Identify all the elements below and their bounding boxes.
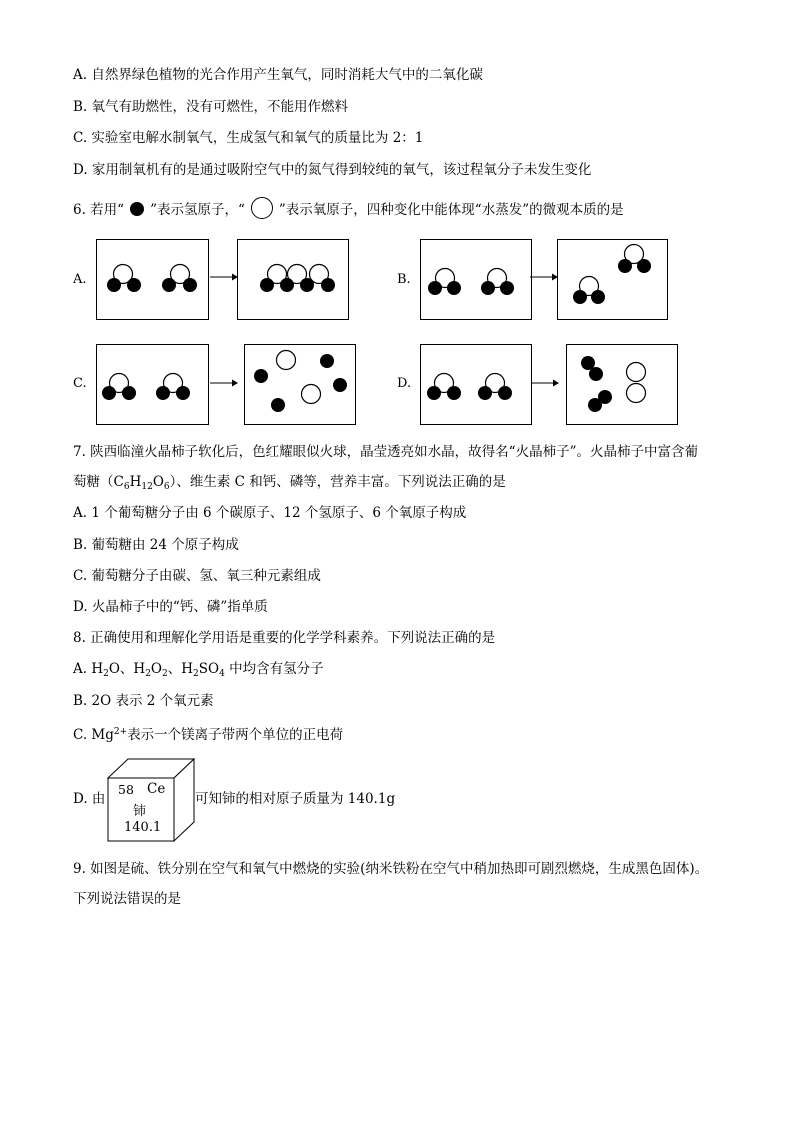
q6-option-d-label: D.: [397, 376, 412, 391]
q6-a-after-molecules: [238, 240, 348, 319]
q8-a-post: 中均含有氢分子: [224, 661, 324, 677]
q6-d-before-box: [420, 344, 532, 425]
element-name: 铈: [133, 804, 147, 819]
q7-stem-line1: 7. 陕西临潼火晶柿子软化后，色红耀眼似火球，晶莹透亮如水晶，故得名“火晶柿子”。火晶柿子中富含葡: [73, 444, 698, 460]
q8-c-pre: C. Mg: [73, 727, 114, 743]
element-cell-cerium: [107, 758, 195, 842]
q5-option-a: A. 自然界绿色植物的光合作用产生氧气，同时消耗大气中的二氧化碳: [73, 67, 483, 83]
q5-option-d: D. 家用制氧机有的是通过吸附空气中的氮气得到较纯的氧气，该过程氧分子未发生变化: [73, 162, 592, 178]
q8-c-sup: 2+: [113, 727, 128, 737]
q7-o: O: [152, 474, 164, 490]
q6-d-arrow-icon: [531, 378, 559, 388]
q8-a-sub5: 4: [219, 669, 225, 679]
q6-stem-part2: ”表示氢原子，“: [150, 202, 245, 218]
q6-b-before-box: [420, 239, 532, 320]
q5-option-c: C. 实验室电解水制氧气，生成氢气和氧气的质量比为 2：1: [73, 130, 424, 146]
q6-a-before-box: [96, 239, 209, 320]
q6-c-before-box: [96, 344, 209, 425]
q8-option-a: [73, 660, 324, 683]
element-atomic-mass: 140.1: [124, 820, 162, 835]
q8-a-sub1: 2: [103, 669, 109, 679]
q7-stem-l2-pre: 萄糖（C: [73, 474, 124, 490]
q6-option-b-label: B.: [397, 272, 411, 287]
q8-a-sub4: 2: [193, 669, 199, 679]
q7-option-a: A. 1 个葡萄糖分子由 6 个碳原子、12 个氢原子、6 个氧原子构成: [73, 505, 467, 521]
q6-stem-part1: 6. 若用“: [73, 202, 125, 218]
q8-a-mid1: O、H: [108, 661, 146, 677]
q5-option-b: B. 氧气有助燃性，没有可燃性，不能用作燃料: [73, 99, 349, 115]
element-atomic-number: 58: [118, 782, 134, 797]
q6-c-after-atoms: [245, 345, 355, 424]
q8-option-d-post: 可知铈的相对原子质量为 140.1g: [195, 791, 396, 807]
q6-a-arrow-icon: [210, 272, 238, 282]
q6-d-after-box: [566, 344, 678, 425]
q7-option-b: B. 葡萄糖由 24 个原子构成: [73, 537, 239, 553]
q7-option-c: C. 葡萄糖分子由碳、氢、氧三种元素组成: [73, 568, 321, 584]
q7-sub-o: 6: [163, 482, 170, 492]
q6-option-a-label: A.: [73, 272, 87, 287]
q7-stem-line2: [73, 473, 506, 496]
q6-a-before-molecules: [97, 240, 208, 319]
q6-stem-part3: ”表示氧原子，四种变化中能体现“水蒸发”的微观本质的是: [278, 202, 624, 218]
q6-c-before-molecules: [97, 345, 208, 424]
q6-c-arrow-icon: [210, 378, 238, 388]
q9-stem-line2: 下列说法错误的是: [73, 891, 181, 907]
q7-option-d: D. 火晶柿子中的“钙、磷”指单质: [73, 599, 268, 615]
q7-sub-h: 12: [141, 482, 153, 492]
q6-d-after-molecules: [567, 345, 677, 424]
q8-stem: 8. 正确使用和理解化学用语是重要的化学学科素养。下列说法正确的是: [73, 630, 496, 646]
q8-option-b: B. 2O 表示 2 个氧元素: [73, 693, 214, 709]
q6-a-after-box: [237, 239, 349, 320]
q6-b-after-molecules: [558, 240, 667, 319]
element-symbol: Ce: [147, 781, 166, 797]
q6-b-arrow-icon: [530, 272, 558, 282]
q6-c-after-box: [244, 344, 356, 425]
q6-b-after-box: [557, 239, 668, 320]
q8-a-sub3: 2: [162, 669, 168, 679]
q6-option-c-label: C.: [73, 376, 87, 391]
q8-option-c: [73, 723, 343, 744]
q7-h: H: [129, 474, 142, 490]
q9-stem-line1: 9. 如图是硫、铁分别在空气和氧气中燃烧的实验(纳米铁粉在空气中稍加热即可剧烈燃烧，生成黑色固体)。: [73, 861, 709, 877]
q7-sub-c: 6: [123, 482, 130, 492]
q6-b-before-molecules: [421, 240, 531, 319]
q8-a-mid3: 、H: [167, 661, 194, 677]
q6-stem: [73, 197, 624, 219]
q8-option-d-pre: D. 由: [73, 791, 106, 807]
q8-a-mid4: SO: [198, 661, 220, 677]
q8-a-pre: A. H: [73, 661, 104, 677]
q8-a-sub2: 2: [145, 669, 151, 679]
q8-a-mid2: O: [150, 661, 162, 677]
hydrogen-atom-icon: [130, 202, 144, 216]
q8-c-post: 表示一个镁离子带两个单位的正电荷: [127, 727, 344, 743]
q7-stem-l2-post: ）、维生素 C 和钙、磷等，营养丰富。下列说法正确的是: [169, 474, 506, 490]
oxygen-atom-icon: [251, 197, 273, 219]
q6-d-before-molecules: [421, 345, 531, 424]
